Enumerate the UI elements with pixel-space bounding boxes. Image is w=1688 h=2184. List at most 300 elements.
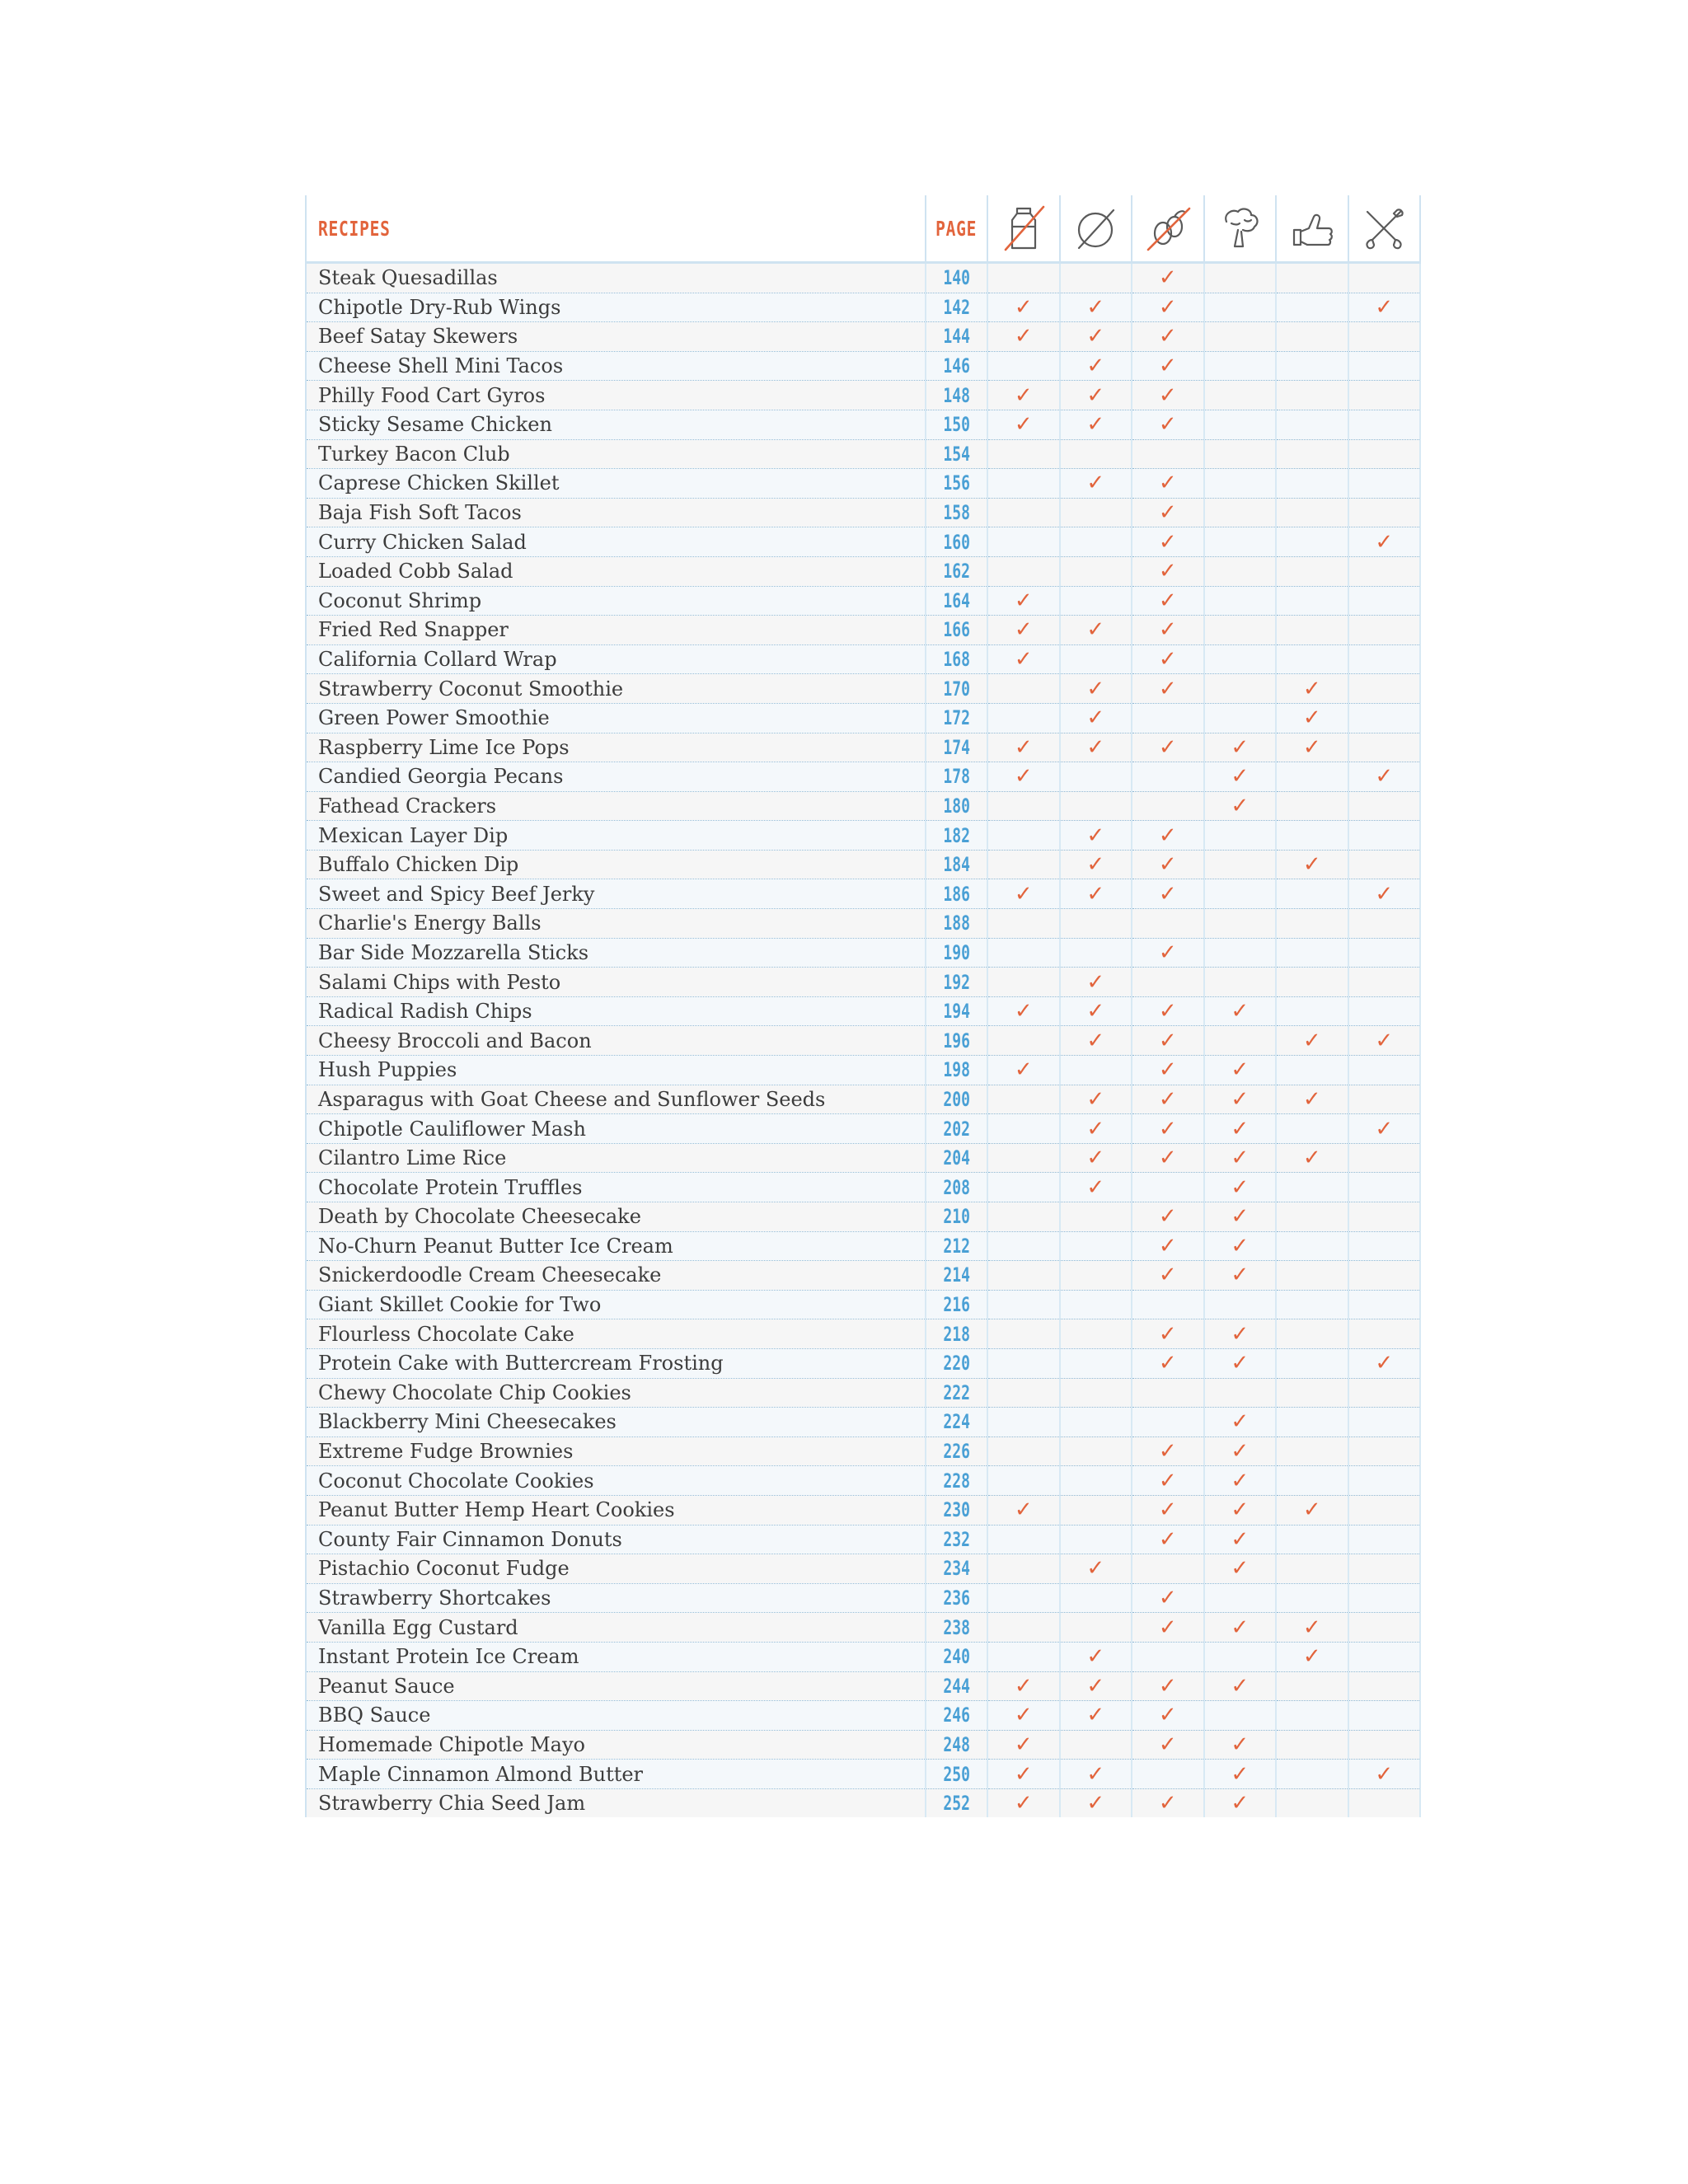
mark-cell-no-nuts — [1060, 1466, 1132, 1496]
recipe-name: Cheesy Broccoli and Bacon — [306, 1026, 926, 1056]
quick-easy-header — [1276, 195, 1348, 263]
mark-cell-no-dairy — [987, 1642, 1060, 1671]
mark-cell-make-ahead — [1348, 674, 1421, 704]
table-row — [306, 322, 1420, 352]
page-number-cell — [926, 1026, 987, 1056]
mark-cell-quick-easy — [1276, 527, 1348, 557]
page-number-cell — [926, 1408, 987, 1437]
table-row — [306, 879, 1420, 909]
mark-cell-quick-easy — [1276, 293, 1348, 322]
checkmark-icon: ✓ — [1086, 1146, 1105, 1171]
mark-cell-make-ahead — [1348, 1730, 1421, 1760]
mark-cell-vegetarian — [1204, 586, 1277, 616]
mark-cell-no-nuts — [1060, 1671, 1132, 1701]
checkmark-icon: ✓ — [1014, 324, 1033, 349]
mark-cell-make-ahead — [1348, 703, 1421, 733]
mark-cell-no-eggs — [1132, 1701, 1204, 1731]
mark-cell-quick-easy — [1276, 1525, 1348, 1554]
mark-cell-vegetarian — [1204, 1290, 1277, 1319]
page-number-cell — [926, 410, 987, 439]
checkmark-icon: ✓ — [1158, 1263, 1177, 1288]
checkmark-icon: ✓ — [1231, 1204, 1250, 1230]
no-dairy-header — [987, 195, 1060, 263]
mark-cell-quick-easy — [1276, 1613, 1348, 1643]
table-row — [306, 527, 1420, 557]
checkmark-icon: ✓ — [1375, 881, 1394, 907]
checkmark-icon: ✓ — [1231, 1233, 1250, 1258]
checkmark-icon: ✓ — [1231, 1116, 1250, 1141]
mark-cell-make-ahead — [1348, 351, 1421, 381]
page-number-cell — [926, 586, 987, 616]
table-row — [306, 1231, 1420, 1261]
recipe-name: Candied Georgia Pecans — [306, 762, 926, 792]
table-row — [306, 850, 1420, 879]
mark-cell-vegetarian — [1204, 1378, 1277, 1408]
mark-cell-no-eggs — [1132, 322, 1204, 352]
recipe-name: Green Power Smoothie — [306, 703, 926, 733]
vegetarian-icon — [1213, 202, 1266, 255]
mark-cell-make-ahead — [1348, 410, 1421, 439]
mark-cell-no-eggs — [1132, 909, 1204, 939]
mark-cell-no-dairy — [987, 1173, 1060, 1202]
page-number: 216 — [943, 1293, 970, 1317]
mark-cell-no-eggs — [1132, 791, 1204, 821]
page-number-cell — [926, 1290, 987, 1319]
recipe-name: Hush Puppies — [306, 1056, 926, 1085]
mark-cell-make-ahead — [1348, 1319, 1421, 1349]
page-number: 226 — [943, 1440, 970, 1464]
mark-cell-quick-easy — [1276, 1701, 1348, 1731]
checkmark-icon: ✓ — [1158, 1732, 1177, 1757]
mark-cell-make-ahead — [1348, 1026, 1421, 1056]
checkmark-icon: ✓ — [1231, 1556, 1250, 1582]
page-number-cell — [926, 351, 987, 381]
page-number-cell — [926, 850, 987, 879]
mark-cell-no-nuts — [1060, 1495, 1132, 1525]
table-row — [306, 1290, 1420, 1319]
recipe-name: Asparagus with Goat Cheese and Sunflower Seeds — [306, 1085, 926, 1114]
mark-cell-no-eggs — [1132, 1466, 1204, 1496]
page-number-cell — [926, 968, 987, 997]
recipe-name: Vanilla Egg Custard — [306, 1613, 926, 1643]
page-number-cell — [926, 1231, 987, 1261]
mark-cell-make-ahead — [1348, 644, 1421, 674]
recipe-name: Bar Side Mozzarella Sticks — [306, 938, 926, 968]
mark-cell-make-ahead — [1348, 996, 1421, 1026]
mark-cell-no-nuts — [1060, 996, 1132, 1026]
page-number: 178 — [943, 765, 970, 789]
mark-cell-no-eggs — [1132, 1319, 1204, 1349]
recipe-name: Extreme Fudge Brownies — [306, 1436, 926, 1466]
mark-cell-vegetarian — [1204, 1701, 1277, 1731]
page-number: 150 — [943, 413, 970, 437]
mark-cell-no-dairy — [987, 968, 1060, 997]
mark-cell-vegetarian — [1204, 1026, 1277, 1056]
recipe-name: Chocolate Protein Truffles — [306, 1173, 926, 1202]
mark-cell-no-nuts — [1060, 1554, 1132, 1584]
checkmark-icon: ✓ — [1231, 1146, 1250, 1171]
make-ahead-icon — [1357, 202, 1410, 255]
checkmark-icon: ✓ — [1086, 823, 1105, 848]
recipe-name: Charlie's Energy Balls — [306, 909, 926, 939]
page-number: 200 — [943, 1087, 970, 1111]
mark-cell-quick-easy — [1276, 938, 1348, 968]
mark-cell-no-dairy — [987, 1085, 1060, 1114]
page-number: 184 — [943, 853, 970, 877]
table-row — [306, 263, 1420, 293]
mark-cell-no-eggs — [1132, 351, 1204, 381]
mark-cell-vegetarian — [1204, 410, 1277, 439]
table-row — [306, 410, 1420, 439]
page-header — [926, 195, 987, 263]
page-number: 140 — [943, 266, 970, 290]
mark-cell-no-dairy — [987, 1495, 1060, 1525]
checkmark-icon: ✓ — [1158, 1439, 1177, 1465]
mark-cell-vegetarian — [1204, 674, 1277, 704]
mark-cell-no-dairy — [987, 791, 1060, 821]
page-number-cell — [926, 821, 987, 851]
recipe-name: Strawberry Shortcakes — [306, 1583, 926, 1613]
page-number-cell — [926, 322, 987, 352]
mark-cell-no-dairy — [987, 1788, 1060, 1817]
page-number: 220 — [943, 1352, 970, 1376]
table-row — [306, 439, 1420, 469]
mark-cell-no-dairy — [987, 556, 1060, 586]
checkmark-icon: ✓ — [1086, 354, 1105, 379]
mark-cell-quick-easy — [1276, 733, 1348, 762]
page-number: 248 — [943, 1732, 970, 1756]
checkmark-icon: ✓ — [1375, 1116, 1394, 1141]
checkmark-icon: ✓ — [1302, 1644, 1321, 1670]
page-number-cell — [926, 1348, 987, 1378]
table-row — [306, 703, 1420, 733]
table-row — [306, 1348, 1420, 1378]
mark-cell-vegetarian — [1204, 1173, 1277, 1202]
mark-cell-no-nuts — [1060, 527, 1132, 557]
page-number-cell — [926, 791, 987, 821]
checkmark-icon: ✓ — [1158, 588, 1177, 613]
mark-cell-quick-easy — [1276, 469, 1348, 499]
mark-cell-quick-easy — [1276, 351, 1348, 381]
recipe-name: Caprese Chicken Skillet — [306, 469, 926, 499]
page-number: 202 — [943, 1117, 970, 1141]
mark-cell-vegetarian — [1204, 1348, 1277, 1378]
table-row — [306, 1583, 1420, 1613]
mark-cell-no-dairy — [987, 1202, 1060, 1232]
mark-cell-no-nuts — [1060, 791, 1132, 821]
checkmark-icon: ✓ — [1158, 999, 1177, 1024]
page-number-cell — [926, 1701, 987, 1731]
mark-cell-quick-easy — [1276, 909, 1348, 939]
checkmark-icon: ✓ — [1086, 1556, 1105, 1582]
mark-cell-vegetarian — [1204, 1085, 1277, 1114]
checkmark-icon: ✓ — [1158, 823, 1177, 848]
mark-cell-no-dairy — [987, 1056, 1060, 1085]
checkmark-icon: ✓ — [1158, 676, 1177, 701]
checkmark-icon: ✓ — [1158, 529, 1177, 555]
mark-cell-vegetarian — [1204, 527, 1277, 557]
checkmark-icon: ✓ — [1086, 1673, 1105, 1699]
page-number: 148 — [943, 383, 970, 407]
mark-cell-no-dairy — [987, 909, 1060, 939]
checkmark-icon: ✓ — [1158, 1233, 1177, 1258]
checkmark-icon: ✓ — [1158, 1351, 1177, 1376]
quick-easy-icon — [1286, 202, 1339, 255]
checkmark-icon: ✓ — [1086, 471, 1105, 496]
page-number: 166 — [943, 618, 970, 642]
mark-cell-quick-easy — [1276, 879, 1348, 909]
mark-cell-make-ahead — [1348, 616, 1421, 645]
page-number-cell — [926, 1730, 987, 1760]
mark-cell-no-eggs — [1132, 1583, 1204, 1613]
page-number: 240 — [943, 1645, 970, 1669]
page-number: 230 — [943, 1498, 970, 1522]
mark-cell-quick-easy — [1276, 1408, 1348, 1437]
recipe-name: Raspberry Lime Ice Pops — [306, 733, 926, 762]
mark-cell-no-dairy — [987, 1348, 1060, 1378]
page-number-cell — [926, 381, 987, 410]
mark-cell-make-ahead — [1348, 322, 1421, 352]
page-number-cell — [926, 703, 987, 733]
no-dairy-icon — [997, 202, 1050, 255]
checkmark-icon: ✓ — [1014, 1703, 1033, 1728]
mark-cell-quick-easy — [1276, 1261, 1348, 1291]
page-number: 198 — [943, 1058, 970, 1082]
checkmark-icon: ✓ — [1231, 764, 1250, 790]
page-number-cell — [926, 1436, 987, 1466]
mark-cell-no-dairy — [987, 1730, 1060, 1760]
mark-cell-quick-easy — [1276, 1788, 1348, 1817]
mark-cell-quick-easy — [1276, 1554, 1348, 1584]
mark-cell-make-ahead — [1348, 1466, 1421, 1496]
mark-cell-no-eggs — [1132, 821, 1204, 851]
mark-cell-no-nuts — [1060, 322, 1132, 352]
mark-cell-no-nuts — [1060, 556, 1132, 586]
mark-cell-make-ahead — [1348, 586, 1421, 616]
checkmark-icon: ✓ — [1086, 324, 1105, 349]
mark-cell-no-eggs — [1132, 1056, 1204, 1085]
page-number: 218 — [943, 1322, 970, 1346]
checkmark-icon: ✓ — [1158, 617, 1177, 643]
page-number-cell — [926, 909, 987, 939]
mark-cell-no-dairy — [987, 674, 1060, 704]
checkmark-icon: ✓ — [1086, 999, 1105, 1024]
recipe-name: Homemade Chipotle Mayo — [306, 1730, 926, 1760]
checkmark-icon: ✓ — [1375, 764, 1394, 790]
mark-cell-no-dairy — [987, 821, 1060, 851]
recipe-name: Beef Satay Skewers — [306, 322, 926, 352]
mark-cell-no-eggs — [1132, 1525, 1204, 1554]
page-number-cell — [926, 1202, 987, 1232]
mark-cell-no-eggs — [1132, 1231, 1204, 1261]
checkmark-icon: ✓ — [1014, 764, 1033, 790]
mark-cell-quick-easy — [1276, 1202, 1348, 1232]
mark-cell-quick-easy — [1276, 381, 1348, 410]
mark-cell-no-nuts — [1060, 1143, 1132, 1173]
checkmark-icon: ✓ — [1086, 1703, 1105, 1728]
table-row — [306, 556, 1420, 586]
recipe-name: Pistachio Coconut Fudge — [306, 1554, 926, 1584]
table-row — [306, 644, 1420, 674]
page-number: 204 — [943, 1146, 970, 1170]
mark-cell-make-ahead — [1348, 293, 1421, 322]
checkmark-icon: ✓ — [1014, 1673, 1033, 1699]
recipe-name: Radical Radish Chips — [306, 996, 926, 1026]
mark-cell-no-dairy — [987, 1261, 1060, 1291]
mark-cell-quick-easy — [1276, 674, 1348, 704]
checkmark-icon: ✓ — [1014, 588, 1033, 613]
mark-cell-make-ahead — [1348, 1671, 1421, 1701]
mark-cell-quick-easy — [1276, 616, 1348, 645]
mark-cell-quick-easy — [1276, 1583, 1348, 1613]
mark-cell-quick-easy — [1276, 410, 1348, 439]
table-row — [306, 1085, 1420, 1114]
mark-cell-vegetarian — [1204, 1261, 1277, 1291]
checkmark-icon: ✓ — [1158, 647, 1177, 673]
checkmark-icon: ✓ — [1231, 1409, 1250, 1435]
mark-cell-no-eggs — [1132, 703, 1204, 733]
table-row — [306, 791, 1420, 821]
mark-cell-no-eggs — [1132, 556, 1204, 586]
checkmark-icon: ✓ — [1231, 999, 1250, 1024]
mark-cell-no-nuts — [1060, 703, 1132, 733]
recipe-name: Mexican Layer Dip — [306, 821, 926, 851]
mark-cell-no-nuts — [1060, 1701, 1132, 1731]
recipe-name: No-Churn Peanut Butter Ice Cream — [306, 1231, 926, 1261]
recipe-name: Peanut Sauce — [306, 1671, 926, 1701]
checkmark-icon: ✓ — [1086, 382, 1105, 408]
mark-cell-no-dairy — [987, 1554, 1060, 1584]
mark-cell-make-ahead — [1348, 938, 1421, 968]
mark-cell-make-ahead — [1348, 1436, 1421, 1466]
vegetarian-header — [1204, 195, 1277, 263]
mark-cell-quick-easy — [1276, 1231, 1348, 1261]
page-number: 154 — [943, 442, 970, 466]
no-nuts-header — [1060, 195, 1132, 263]
mark-cell-no-eggs — [1132, 498, 1204, 527]
mark-cell-no-eggs — [1132, 762, 1204, 792]
checkmark-icon: ✓ — [1302, 852, 1321, 878]
table-row — [306, 351, 1420, 381]
mark-cell-no-nuts — [1060, 1056, 1132, 1085]
page-number-cell — [926, 1056, 987, 1085]
table-row — [306, 1613, 1420, 1643]
page-number-cell — [926, 674, 987, 704]
checkmark-icon: ✓ — [1014, 1732, 1033, 1757]
page-number: 170 — [943, 677, 970, 701]
checkmark-icon: ✓ — [1158, 1116, 1177, 1141]
mark-cell-no-nuts — [1060, 674, 1132, 704]
mark-cell-vegetarian — [1204, 996, 1277, 1026]
recipe-name: Chipotle Dry-Rub Wings — [306, 293, 926, 322]
mark-cell-make-ahead — [1348, 1085, 1421, 1114]
page-number: 208 — [943, 1175, 970, 1199]
page-number: 158 — [943, 501, 970, 525]
checkmark-icon: ✓ — [1158, 1673, 1177, 1699]
checkmark-icon: ✓ — [1231, 1615, 1250, 1640]
checkmark-icon: ✓ — [1086, 705, 1105, 731]
table-row — [306, 293, 1420, 322]
mark-cell-quick-easy — [1276, 644, 1348, 674]
page-number-cell — [926, 733, 987, 762]
page-number: 168 — [943, 648, 970, 672]
mark-cell-no-dairy — [987, 1701, 1060, 1731]
mark-cell-quick-easy — [1276, 1056, 1348, 1085]
mark-cell-quick-easy — [1276, 263, 1348, 293]
checkmark-icon: ✓ — [1231, 793, 1250, 818]
mark-cell-make-ahead — [1348, 733, 1421, 762]
checkmark-icon: ✓ — [1302, 1615, 1321, 1640]
page-number-cell — [926, 1085, 987, 1114]
mark-cell-no-eggs — [1132, 1348, 1204, 1378]
mark-cell-quick-easy — [1276, 1026, 1348, 1056]
table-row — [306, 909, 1420, 939]
mark-cell-vegetarian — [1204, 1408, 1277, 1437]
recipe-name: Steak Quesadillas — [306, 263, 926, 293]
mark-cell-quick-easy — [1276, 498, 1348, 527]
checkmark-icon: ✓ — [1158, 559, 1177, 584]
mark-cell-no-eggs — [1132, 1085, 1204, 1114]
checkmark-icon: ✓ — [1158, 324, 1177, 349]
mark-cell-quick-easy — [1276, 556, 1348, 586]
checkmark-icon: ✓ — [1086, 1028, 1105, 1053]
mark-cell-quick-easy — [1276, 850, 1348, 879]
no-nuts-icon — [1069, 202, 1122, 255]
mark-cell-make-ahead — [1348, 1554, 1421, 1584]
mark-cell-vegetarian — [1204, 1671, 1277, 1701]
checkmark-icon: ✓ — [1158, 1204, 1177, 1230]
mark-cell-no-eggs — [1132, 1173, 1204, 1202]
mark-cell-quick-easy — [1276, 1760, 1348, 1789]
mark-cell-make-ahead — [1348, 1290, 1421, 1319]
mark-cell-no-eggs — [1132, 439, 1204, 469]
mark-cell-vegetarian — [1204, 1495, 1277, 1525]
mark-cell-no-eggs — [1132, 644, 1204, 674]
mark-cell-no-nuts — [1060, 1525, 1132, 1554]
table-row — [306, 1554, 1420, 1584]
mark-cell-make-ahead — [1348, 1231, 1421, 1261]
mark-cell-make-ahead — [1348, 439, 1421, 469]
checkmark-icon: ✓ — [1231, 734, 1250, 760]
mark-cell-no-nuts — [1060, 733, 1132, 762]
mark-cell-quick-easy — [1276, 586, 1348, 616]
recipes-header — [306, 195, 926, 263]
mark-cell-no-nuts — [1060, 1290, 1132, 1319]
checkmark-icon: ✓ — [1302, 1146, 1321, 1171]
mark-cell-quick-easy — [1276, 821, 1348, 851]
recipe-name: Flourless Chocolate Cake — [306, 1319, 926, 1349]
page-number-cell — [926, 293, 987, 322]
mark-cell-no-eggs — [1132, 674, 1204, 704]
recipe-name: Sticky Sesame Chicken — [306, 410, 926, 439]
recipe-name: BBQ Sauce — [306, 1701, 926, 1731]
mark-cell-quick-easy — [1276, 1378, 1348, 1408]
mark-cell-no-eggs — [1132, 850, 1204, 879]
page-number: 144 — [943, 325, 970, 349]
recipe-name: Sweet and Spicy Beef Jerky — [306, 879, 926, 909]
checkmark-icon: ✓ — [1158, 1526, 1177, 1552]
recipe-name: Fried Red Snapper — [306, 616, 926, 645]
table-row — [306, 1261, 1420, 1291]
page-number-cell — [926, 879, 987, 909]
mark-cell-vegetarian — [1204, 968, 1277, 997]
checkmark-icon: ✓ — [1158, 1146, 1177, 1171]
checkmark-icon: ✓ — [1302, 1086, 1321, 1112]
page-number-cell — [926, 762, 987, 792]
checkmark-icon: ✓ — [1158, 734, 1177, 760]
mark-cell-no-dairy — [987, 381, 1060, 410]
checkmark-icon: ✓ — [1014, 734, 1033, 760]
